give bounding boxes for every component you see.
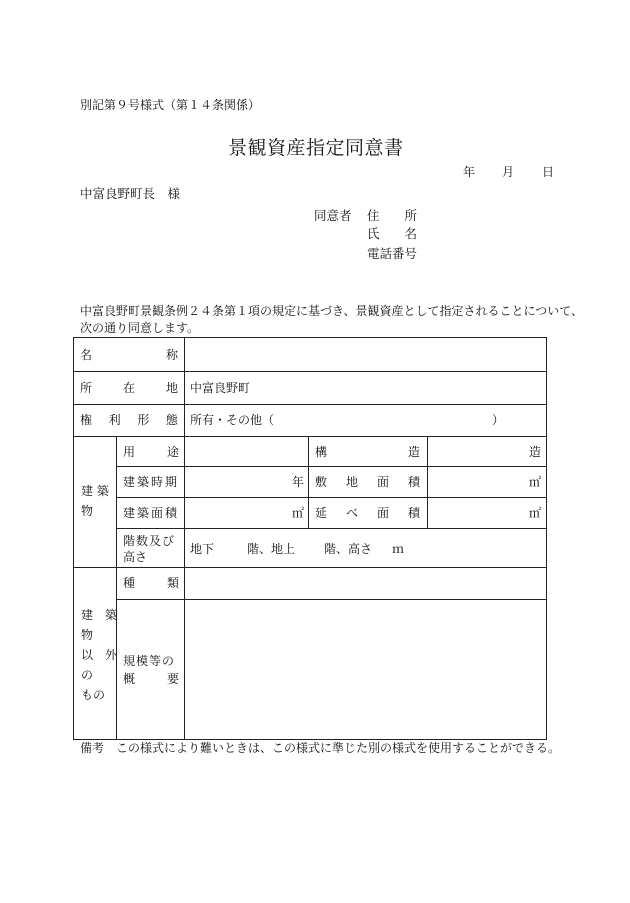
floors-height-label: 階、高さ — [324, 542, 373, 556]
non-building-label-1: 建 築 — [81, 608, 118, 622]
floor-area-unit: ㎡ — [529, 506, 542, 520]
building-area-unit: ㎡ — [292, 506, 305, 520]
building-area-label: 建築面積 — [123, 506, 180, 520]
use-label: 用 途 — [123, 445, 179, 459]
building-group-label-2: 物 — [81, 504, 94, 518]
intro-line-2: 次の通り同意します。 — [80, 321, 200, 335]
non-building-label-4: の — [81, 668, 94, 682]
remarks: 備考 この様式により難いときは、この様式に準じた別の様式を使用することができる。 — [80, 741, 561, 755]
floors-height-unit: ｍ — [392, 542, 405, 556]
floors-basement-label: 地下 — [190, 542, 215, 556]
consenter-label: 同意者 — [314, 208, 352, 223]
non-building-label-3: 以 外 — [81, 648, 118, 662]
non-building-label-2: 物 — [81, 628, 94, 642]
floor-area-label: 延 べ 面 積 — [315, 506, 420, 520]
date-year-label: 年 — [463, 165, 476, 179]
location-value: 中富良野町 — [190, 381, 251, 395]
rights-row-label: 権 利 形 態 — [80, 413, 178, 427]
phone-label: 電話番号 — [367, 246, 418, 261]
rights-close-paren: ） — [492, 413, 505, 427]
date-month-label: 月 — [502, 165, 515, 179]
build-year-unit: 年 — [292, 475, 305, 489]
name-label: 氏 名 — [367, 226, 418, 241]
form-id: 別記第９号様式（第１４条関係） — [80, 98, 261, 112]
address-label: 住 所 — [367, 208, 418, 223]
non-building-label-5: もの — [81, 688, 106, 702]
consent-form-table — [73, 337, 547, 740]
building-group-label-1: 建 築 — [81, 484, 109, 498]
location-row-label: 所 在 地 — [80, 381, 178, 395]
floors-label-2: 高さ — [123, 550, 148, 564]
floors-label-1: 階数及び — [123, 534, 176, 548]
rights-value: 所有・その他（ — [190, 413, 275, 427]
name-row-label: 名 称 — [80, 348, 178, 362]
page-title: 景観資産指定同意書 — [228, 137, 404, 159]
floors-above-label: 階、地上 — [247, 542, 296, 556]
structure-label: 構 造 — [315, 445, 420, 459]
structure-unit: 造 — [529, 445, 542, 459]
build-time-label: 建築時期 — [123, 475, 180, 489]
type-label: 種 類 — [123, 576, 179, 590]
site-area-label: 敷 地 面 積 — [315, 475, 420, 489]
addressee: 中富良野町長 様 — [80, 186, 181, 201]
intro-line-1: 中富良野町景観条例２４条第１項の規定に基づき、景観資産として指定されることについて、 — [80, 304, 584, 318]
site-area-unit: ㎡ — [529, 475, 542, 489]
scale-label-2: 概 要 — [123, 672, 179, 686]
date-day-label: 日 — [542, 165, 555, 179]
scale-label-1: 規模等の — [123, 654, 176, 668]
